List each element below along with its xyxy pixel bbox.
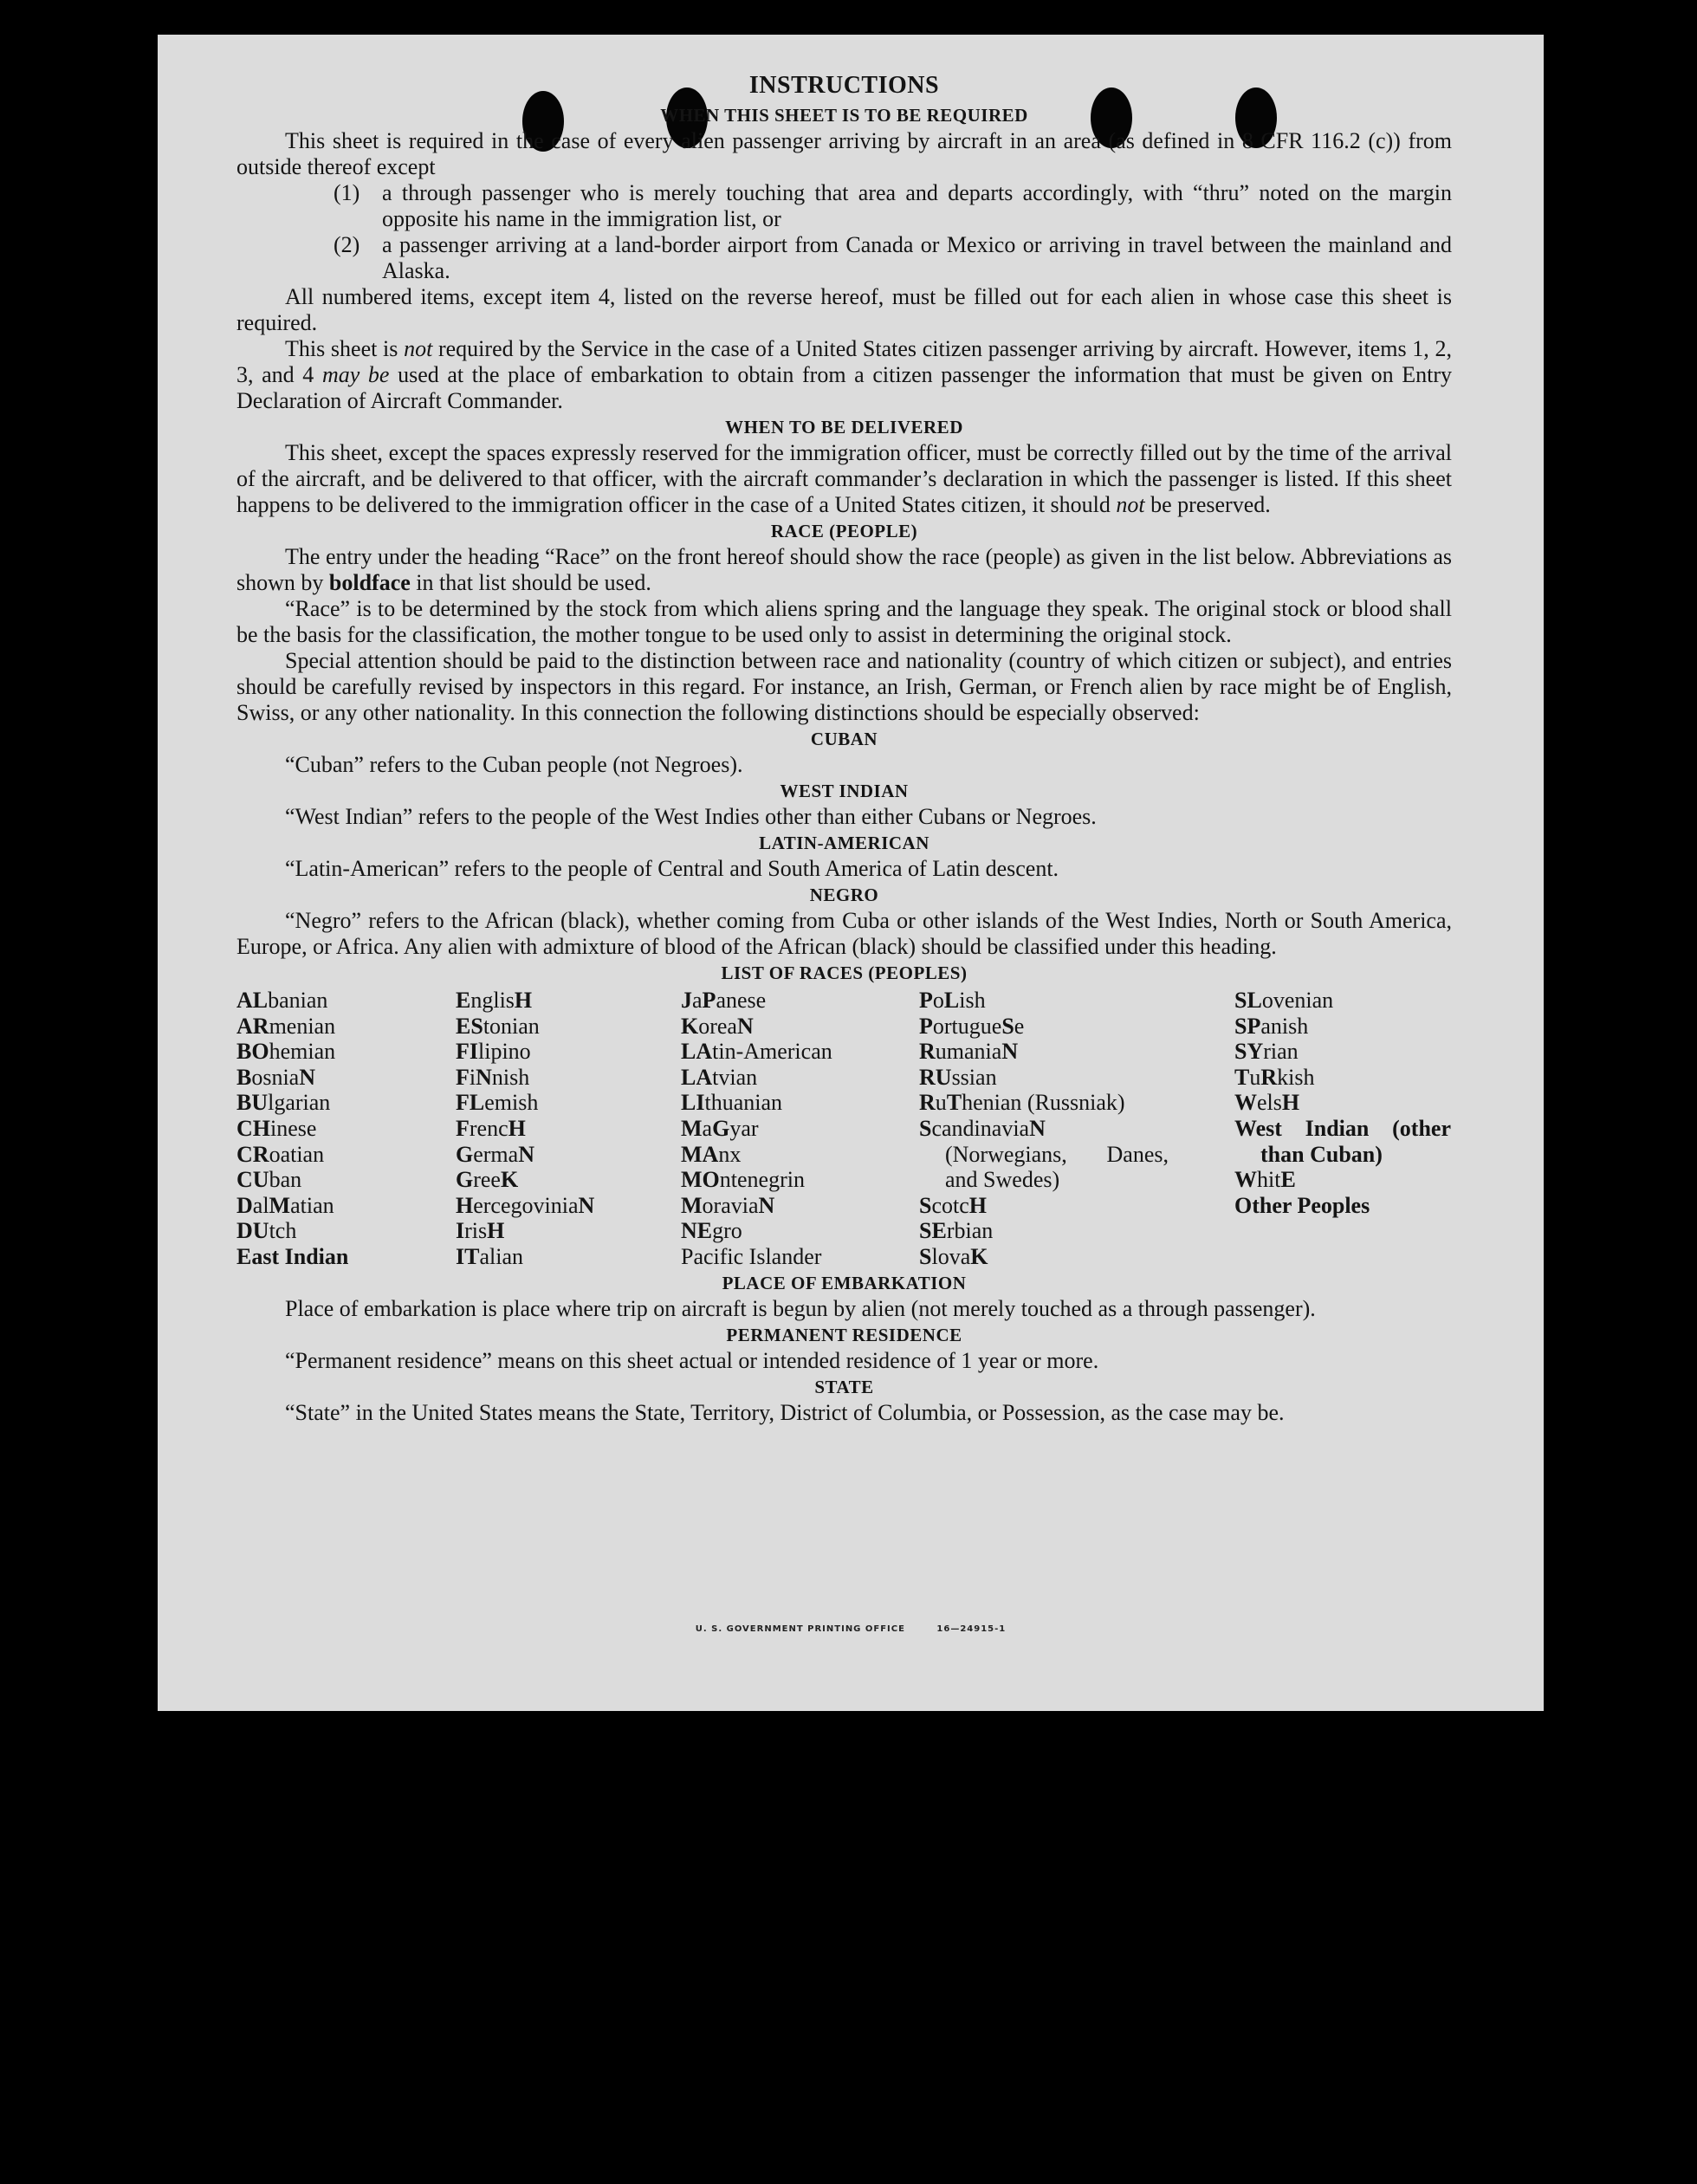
bold-text: boldface bbox=[328, 570, 411, 595]
section-heading: RACE (PEOPLE) bbox=[770, 521, 918, 541]
list-item bbox=[334, 232, 1452, 284]
race-entry bbox=[1234, 1039, 1451, 1065]
race-text: u bbox=[1249, 1064, 1261, 1090]
race-entry bbox=[919, 988, 1169, 1014]
abbreviation-letters: FI bbox=[456, 1039, 478, 1065]
race-text: (Norwegians, Danes, and Swedes) bbox=[945, 1141, 1169, 1193]
abbreviation-letters: N bbox=[1029, 1115, 1046, 1141]
abbreviation-letters: CR bbox=[236, 1141, 269, 1167]
paragraph: “Latin-American” refers to the people of Central and South America of Latin descent. bbox=[285, 856, 1059, 881]
race-entry bbox=[456, 1014, 681, 1040]
race-text: alian bbox=[479, 1243, 523, 1269]
race-entry bbox=[456, 1218, 681, 1244]
abbreviation-letters: B bbox=[236, 1064, 252, 1090]
abbreviation-letters: AL bbox=[236, 988, 269, 1013]
race-entry bbox=[1234, 1193, 1451, 1219]
abbreviation-letters: S bbox=[919, 1243, 932, 1269]
race-entry bbox=[236, 1039, 456, 1065]
race-text: Pacific Islander bbox=[681, 1243, 822, 1269]
race-text: rian bbox=[1263, 1039, 1299, 1065]
abbreviation-letters: N bbox=[518, 1141, 534, 1167]
race-entry bbox=[236, 1090, 456, 1116]
race-entry bbox=[681, 1167, 919, 1193]
section-heading: LIST OF RACES (PEOPLES) bbox=[721, 962, 968, 983]
race-text: tch bbox=[269, 1218, 297, 1244]
race-entry bbox=[919, 1065, 1169, 1091]
abbreviation-letters: G bbox=[456, 1167, 474, 1193]
race-text: kish bbox=[1277, 1064, 1315, 1090]
abbreviation-letters: D bbox=[236, 1192, 253, 1218]
abbreviation-letters: S bbox=[1001, 1013, 1014, 1039]
paragraph: Special attention should be paid to the distinction between race and nationality (country of which citizen or subject), and entries should be carefully revised by inspectors in this regard. For instance, an Irish, German, or French alien by race might be of English, Swiss, or any other nationality. In this connection the following distinctions should be especially observed: bbox=[236, 648, 1452, 725]
race-text: al bbox=[252, 1192, 269, 1218]
race-entry bbox=[681, 1065, 919, 1091]
section-heading: PERMANENT RESIDENCE bbox=[726, 1324, 962, 1345]
race-text: lova bbox=[931, 1243, 971, 1269]
race-entry bbox=[236, 1193, 456, 1219]
race-column bbox=[236, 988, 456, 1270]
abbreviation-letters: NE bbox=[681, 1218, 713, 1244]
abbreviation-letters: FL bbox=[456, 1090, 485, 1116]
race-text: e bbox=[1014, 1013, 1025, 1039]
abbreviation-letters: I bbox=[456, 1218, 465, 1244]
race-entry bbox=[919, 1116, 1169, 1193]
section-heading: PLACE OF EMBARKATION bbox=[722, 1272, 967, 1293]
race-entry bbox=[456, 1065, 681, 1091]
race-text: i bbox=[469, 1064, 476, 1090]
text: The entry under the heading “Race” on the front hereof should show the race (people) as given in the list below. Abbreviations as shown by bbox=[236, 544, 1452, 595]
abbreviation-letters: LI bbox=[681, 1090, 705, 1116]
race-entry bbox=[681, 1244, 919, 1270]
race-entry bbox=[681, 1039, 919, 1065]
race-text: nish bbox=[491, 1064, 530, 1090]
abbreviation-letters: H bbox=[514, 988, 533, 1013]
abbreviation-letters: N bbox=[1001, 1039, 1019, 1065]
abbreviation-letters: L bbox=[943, 988, 960, 1013]
paragraph: “Race” is to be determined by the stock from which aliens spring and the language they speak. The original stock or blood shall be the basis for the classification, the mother tongue to be used only to assist in determining the original stock. bbox=[236, 596, 1452, 647]
race-entry bbox=[919, 1218, 1169, 1244]
abbreviation-letters: R bbox=[919, 1039, 936, 1065]
race-entry bbox=[919, 1193, 1169, 1219]
paragraph: Place of embarkation is place where trip on aircraft is begun by alien (not merely touched as a through passenger). bbox=[285, 1295, 1316, 1321]
race-text: atian bbox=[290, 1192, 334, 1218]
paragraph: “Negro” refers to the African (black), whether coming from Cuba or other islands of the West Indies, North or South America, Europe, or Africa. Any alien with admixture of blood of the African (black) should be classified under this heading. bbox=[236, 908, 1452, 959]
paragraph: This sheet is required in the case of every alien passenger arriving by aircraft in an area (as defined in 8 CFR 116.2 (c)) from outside thereof except bbox=[236, 128, 1452, 179]
section-heading: WEST INDIAN bbox=[780, 781, 909, 801]
abbreviation-letters: P bbox=[702, 988, 716, 1013]
abbreviation-letters: BO bbox=[236, 1039, 269, 1065]
abbreviation-letters: H bbox=[508, 1115, 526, 1141]
abbreviation-letters: W bbox=[1234, 1167, 1257, 1193]
race-text: erma bbox=[473, 1141, 519, 1167]
race-text: ercegovinia bbox=[473, 1192, 579, 1218]
paragraph: “West Indian” refers to the people of the West Indies other than either Cubans or Negroes. bbox=[285, 804, 1097, 829]
race-text: els bbox=[1257, 1090, 1282, 1116]
race-text: ntenegrin bbox=[719, 1167, 805, 1193]
race-text: orea bbox=[698, 1013, 737, 1039]
emphasis: may be bbox=[321, 362, 390, 387]
paragraph: All numbered items, except item 4, listed on the reverse hereof, must be filled out for each alien in whose case this sheet is required. bbox=[236, 284, 1452, 335]
race-text: thuanian bbox=[704, 1090, 782, 1116]
item-number: (2) bbox=[334, 232, 360, 257]
section-heading: CUBAN bbox=[810, 729, 878, 749]
abbreviation-letters: E bbox=[456, 988, 471, 1013]
race-text: ortugue bbox=[932, 1013, 1002, 1039]
race-entry bbox=[1234, 1014, 1451, 1040]
race-text: tonian bbox=[483, 1013, 540, 1039]
race-entry bbox=[456, 1039, 681, 1065]
race-entry bbox=[456, 1090, 681, 1116]
text: This sheet, except the spaces expressly reserved for the immigration officer, must be correctly filled out by the time of the arrival of the aircraft, and be delivered to that officer, with the aircraft commander’s declaration in which the passenger is listed. If this sheet happens to be delivered to the immigration officer in the case of a United States citizen, it should bbox=[236, 440, 1452, 517]
abbreviation-letters: S bbox=[919, 1115, 932, 1141]
race-entry bbox=[919, 1039, 1169, 1065]
race-entry bbox=[456, 1116, 681, 1142]
race-text: candinavia bbox=[931, 1115, 1030, 1141]
race-text: lipino bbox=[478, 1039, 531, 1065]
race-entry bbox=[236, 1116, 456, 1142]
race-text: o bbox=[932, 988, 944, 1013]
abbreviation-letters: N bbox=[736, 1013, 754, 1039]
race-text: anese bbox=[716, 988, 767, 1013]
abbreviation-letters: CU bbox=[236, 1167, 269, 1193]
race-entry bbox=[919, 1014, 1169, 1040]
section-heading: WHEN TO BE DELIVERED bbox=[725, 417, 963, 437]
text: This sheet is bbox=[285, 336, 405, 361]
abbreviation-letters: G bbox=[712, 1115, 730, 1141]
abbreviation-letters: East Indian bbox=[236, 1243, 349, 1269]
race-entry bbox=[236, 1014, 456, 1040]
race-text: a bbox=[692, 988, 703, 1013]
race-text: oatian bbox=[269, 1141, 325, 1167]
abbreviation-letters: K bbox=[681, 1013, 699, 1039]
race-text: a bbox=[702, 1115, 713, 1141]
race-list bbox=[236, 988, 1452, 1270]
race-text: rbian bbox=[946, 1218, 994, 1244]
abbreviation-letters: M bbox=[681, 1192, 703, 1218]
race-column bbox=[919, 988, 1169, 1270]
race-entry bbox=[1234, 1065, 1451, 1091]
paragraph: “State” in the United States means the State, Territory, District of Columbia, or Possession, as the case may be. bbox=[285, 1399, 1285, 1425]
abbreviation-letters: SY bbox=[1234, 1039, 1264, 1065]
abbreviation-letters: K bbox=[500, 1167, 519, 1193]
race-entry bbox=[236, 1065, 456, 1091]
race-entry bbox=[236, 1167, 456, 1193]
section-heading: NEGRO bbox=[809, 885, 879, 905]
race-text: ban bbox=[269, 1167, 302, 1193]
race-entry bbox=[456, 1142, 681, 1168]
item-text: a through passenger who is merely touching that area and departs accordingly, with “thru” noted on the margin opposite his name in the immigration list, or bbox=[382, 180, 1452, 231]
race-text: henian (Russniak) bbox=[962, 1090, 1125, 1116]
abbreviation-letters: S bbox=[919, 1192, 932, 1218]
abbreviation-letters: H bbox=[1281, 1090, 1300, 1116]
abbreviation-letters: LA bbox=[681, 1039, 713, 1065]
race-entry bbox=[236, 1142, 456, 1168]
abbreviation-letters: N bbox=[299, 1064, 316, 1090]
race-text: nglis bbox=[470, 988, 515, 1013]
abbreviation-letters: T bbox=[946, 1090, 962, 1116]
race-text: cotc bbox=[931, 1192, 969, 1218]
race-text: menian bbox=[269, 1013, 336, 1039]
page-title: INSTRUCTIONS bbox=[748, 72, 940, 99]
section-heading: WHEN THIS SHEET IS TO BE REQUIRED bbox=[660, 105, 1028, 126]
abbreviation-letters: H bbox=[968, 1192, 988, 1218]
abbreviation-letters: R bbox=[1260, 1064, 1278, 1090]
race-text: tvian bbox=[712, 1064, 758, 1090]
race-text: nx bbox=[718, 1141, 742, 1167]
race-entry bbox=[236, 1244, 456, 1270]
text: be preserved. bbox=[1144, 492, 1271, 517]
abbreviation-letters: N bbox=[578, 1192, 595, 1218]
race-text: lgarian bbox=[268, 1090, 331, 1116]
race-text: inese bbox=[270, 1115, 317, 1141]
race-entry bbox=[236, 1218, 456, 1244]
race-entry bbox=[681, 1218, 919, 1244]
abbreviation-letters: ES bbox=[456, 1013, 483, 1039]
race-entry bbox=[236, 988, 456, 1014]
race-entry bbox=[919, 1090, 1169, 1116]
race-text: hit bbox=[1257, 1167, 1281, 1193]
race-text: ovenian bbox=[1261, 988, 1334, 1013]
race-entry bbox=[1234, 988, 1451, 1014]
abbreviation-letters: W bbox=[1234, 1090, 1257, 1116]
abbreviation-letters: F bbox=[456, 1064, 470, 1090]
abbreviation-letters: H bbox=[487, 1218, 505, 1244]
abbreviation-letters: BU bbox=[236, 1090, 269, 1116]
race-entry bbox=[1234, 1167, 1451, 1193]
abbreviation-letters: K bbox=[970, 1243, 988, 1269]
race-text: renc bbox=[469, 1115, 508, 1141]
abbreviation-letters: MA bbox=[681, 1141, 719, 1167]
abbreviation-letters: M bbox=[681, 1115, 703, 1141]
abbreviation-letters: SE bbox=[919, 1218, 947, 1244]
emphasis: not bbox=[404, 336, 433, 361]
race-entry bbox=[919, 1244, 1169, 1270]
abbreviation-letters: G bbox=[456, 1141, 474, 1167]
text: required by the Service in the case of a United States citizen passenger arriving by aircraft. However, items 1, 2, 3, and 4 bbox=[236, 336, 1452, 387]
race-column bbox=[1234, 988, 1451, 1270]
paragraph bbox=[236, 440, 1452, 518]
abbreviation-letters: IT bbox=[456, 1243, 480, 1269]
race-text: ris bbox=[464, 1218, 488, 1244]
race-entry bbox=[456, 1244, 681, 1270]
abbreviation-letters: P bbox=[919, 1013, 933, 1039]
race-entry bbox=[681, 1142, 919, 1168]
race-entry bbox=[456, 988, 681, 1014]
race-entry bbox=[681, 1116, 919, 1142]
race-text: ssian bbox=[951, 1064, 997, 1090]
race-text: ree bbox=[473, 1167, 501, 1193]
instructions-text bbox=[236, 71, 1452, 1426]
abbreviation-letters: AR bbox=[236, 1013, 269, 1039]
abbreviation-letters: N bbox=[758, 1192, 775, 1218]
race-entry bbox=[681, 1014, 919, 1040]
abbreviation-letters: DU bbox=[236, 1218, 269, 1244]
form-code: 16—24915-1 bbox=[936, 1624, 1007, 1634]
race-text: anish bbox=[1260, 1013, 1309, 1039]
abbreviation-letters: LA bbox=[681, 1064, 713, 1090]
race-text: oravia bbox=[702, 1192, 759, 1218]
race-entry bbox=[456, 1167, 681, 1193]
race-text: yar bbox=[729, 1115, 759, 1141]
abbreviation-letters: West Indian (other than Cuban) bbox=[1234, 1115, 1451, 1167]
abbreviation-letters: P bbox=[919, 988, 933, 1013]
abbreviation-letters: T bbox=[1234, 1064, 1250, 1090]
race-column bbox=[681, 988, 919, 1270]
race-text: gro bbox=[712, 1218, 742, 1244]
race-entry bbox=[681, 1090, 919, 1116]
race-text: ish bbox=[959, 988, 986, 1013]
abbreviation-letters: RU bbox=[919, 1064, 952, 1090]
paragraph bbox=[236, 544, 1452, 596]
printer-name: U. S. GOVERNMENT PRINTING OFFICE bbox=[695, 1624, 905, 1634]
race-text: hemian bbox=[269, 1039, 336, 1065]
race-entry bbox=[456, 1193, 681, 1219]
abbreviation-letters: Other Peoples bbox=[1234, 1192, 1370, 1218]
emphasis: not bbox=[1116, 492, 1145, 517]
list-item bbox=[334, 180, 1452, 232]
race-text: emish bbox=[484, 1090, 539, 1116]
item-number: (1) bbox=[334, 180, 360, 205]
race-text: osnia bbox=[251, 1064, 300, 1090]
race-text: u bbox=[935, 1090, 947, 1116]
abbreviation-letters: E bbox=[1280, 1167, 1296, 1193]
race-text: tin-American bbox=[712, 1039, 832, 1065]
paragraph: “Permanent residence” means on this sheet actual or intended residence of 1 year or more. bbox=[285, 1347, 1099, 1373]
abbreviation-letters: N bbox=[476, 1064, 492, 1090]
item-text: a passenger arriving at a land-border airport from Canada or Mexico or arriving in travel between the mainland and Alaska. bbox=[382, 232, 1452, 283]
abbreviation-letters: M bbox=[269, 1192, 291, 1218]
abbreviation-letters: CH bbox=[236, 1115, 270, 1141]
race-entry bbox=[1234, 1090, 1451, 1116]
printer-imprint bbox=[158, 1624, 1544, 1634]
abbreviation-letters: J bbox=[681, 988, 692, 1013]
abbreviation-letters: SL bbox=[1234, 988, 1262, 1013]
abbreviation-letters: SP bbox=[1234, 1013, 1261, 1039]
paragraph bbox=[236, 336, 1452, 414]
abbreviation-letters: MO bbox=[681, 1167, 720, 1193]
race-text: banian bbox=[268, 988, 328, 1013]
section-heading: LATIN-AMERICAN bbox=[759, 833, 929, 853]
abbreviation-letters: R bbox=[919, 1090, 936, 1116]
abbreviation-letters: F bbox=[456, 1115, 470, 1141]
race-entry bbox=[1234, 1116, 1451, 1167]
race-column bbox=[456, 988, 681, 1270]
race-text: umania bbox=[935, 1039, 1002, 1065]
race-entry bbox=[681, 988, 919, 1014]
section-heading: STATE bbox=[814, 1376, 874, 1397]
text: used at the place of embarkation to obtain from a citizen passenger the information that must be given on Entry Declaration of Aircraft Commander. bbox=[236, 362, 1453, 413]
race-entry bbox=[681, 1193, 919, 1219]
paragraph: “Cuban” refers to the Cuban people (not Negroes). bbox=[285, 752, 743, 777]
text: in that list should be used. bbox=[410, 570, 651, 595]
abbreviation-letters: H bbox=[456, 1192, 474, 1218]
